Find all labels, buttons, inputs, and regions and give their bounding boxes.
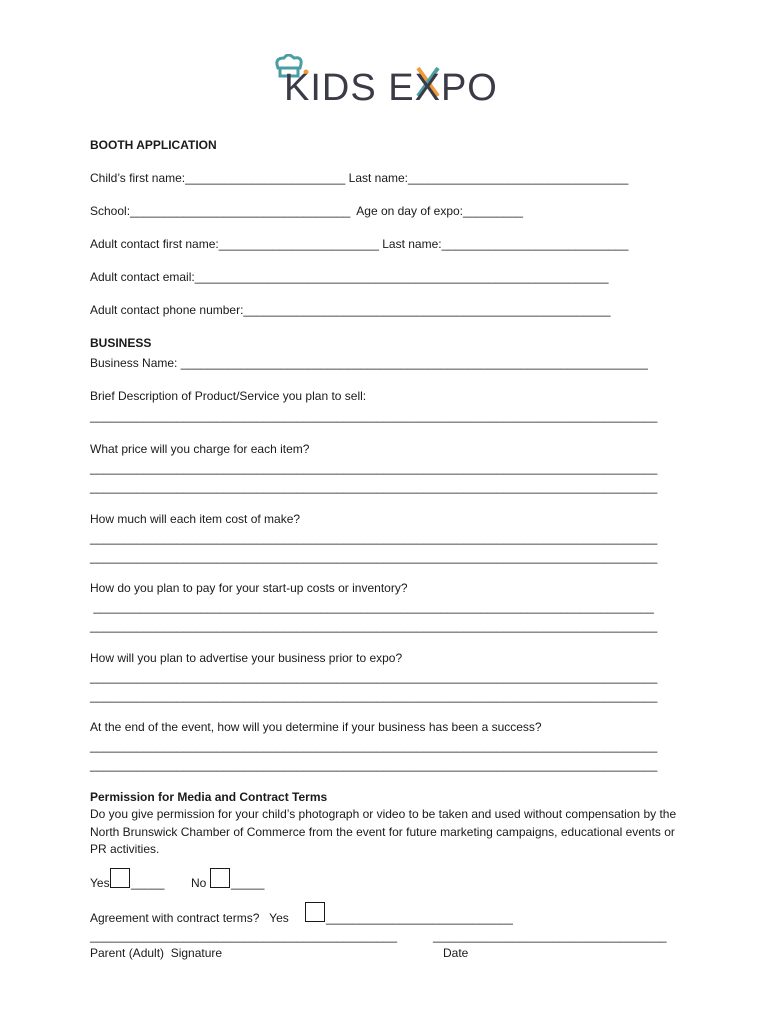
agreement-line: ____________________________ <box>326 911 513 925</box>
answer-line[interactable]: _____________________________________________________________________________________ <box>90 461 658 475</box>
child-name-field[interactable]: Child’s first name:________________________ Last name:_________________________________ <box>90 171 629 185</box>
no-checkbox[interactable] <box>210 868 230 888</box>
question-price: What price will you charge for each item? <box>90 442 310 456</box>
answer-line[interactable]: _____________________________________________________________________________________ <box>90 758 658 772</box>
adult-email-field[interactable]: Adult contact email:______________________________________________________________ <box>90 270 609 284</box>
kids-expo-logo <box>270 54 500 112</box>
question-description: Brief Description of Product/Service you plan to sell: <box>90 389 367 403</box>
answer-line[interactable]: _____________________________________________________________________________________ <box>90 670 658 684</box>
business-heading: BUSINESS <box>90 336 152 350</box>
date-label: Date <box>443 946 469 960</box>
answer-line[interactable]: _____________________________________________________________________________________ <box>90 739 658 753</box>
answer-line[interactable]: _____________________________________________________________________________________ <box>90 409 658 423</box>
question-advertise: How will you plan to advertise your business prior to expo? <box>90 651 403 665</box>
answer-line[interactable]: _____________________________________________________________________________________ <box>90 550 658 564</box>
answer-line[interactable]: _____________________________________________________________________________________ <box>90 689 658 703</box>
question-startup: How do you plan to pay for your start-up costs or inventory? <box>90 581 408 595</box>
question-success: At the end of the event, how will you determine if your business has been a success? <box>90 720 542 734</box>
answer-line[interactable]: _____________________________________________________________________________________ <box>90 531 658 545</box>
date-line[interactable]: ___________________________________ <box>433 929 667 943</box>
agreement-label: Agreement with contract terms? Yes <box>90 911 289 925</box>
yes-label: Yes <box>90 876 110 890</box>
logo-text: KIDS EXPO <box>284 67 498 109</box>
adult-name-field[interactable]: Adult contact first name:________________________ Last name:____________________________ <box>90 237 629 251</box>
yes-checkbox[interactable] <box>110 868 130 888</box>
page-title: BOOTH APPLICATION <box>90 138 217 152</box>
answer-line[interactable]: ____________________________________________________________________________________ <box>90 600 654 614</box>
permission-text: Do you give permission for your child’s photograph or video to be taken and used without compensation by the North Brunswick Chamber of Commerce from the event for future marketing campaigns, educational events or PR activities. <box>90 807 677 856</box>
agreement-checkbox[interactable] <box>305 902 325 922</box>
business-name-field[interactable]: Business Name: ______________________________________________________________________ <box>90 356 648 370</box>
yes-line: _____ <box>131 876 165 890</box>
no-label: No <box>191 876 207 890</box>
signature-label: Parent (Adult) Signature <box>90 946 223 960</box>
school-field[interactable]: School:_________________________________ Age on day of expo:_________ <box>90 204 524 218</box>
no-line: _____ <box>231 876 265 890</box>
answer-line[interactable]: _____________________________________________________________________________________ <box>90 480 658 494</box>
permission-heading: Permission for Media and Contract Terms <box>90 790 328 804</box>
signature-line[interactable]: ______________________________________________ <box>90 929 397 943</box>
adult-phone-field[interactable]: Adult contact phone number:_______________________________________________________ <box>90 303 611 317</box>
question-cost: How much will each item cost of make? <box>90 512 301 526</box>
answer-line[interactable]: _____________________________________________________________________________________ <box>90 619 658 633</box>
